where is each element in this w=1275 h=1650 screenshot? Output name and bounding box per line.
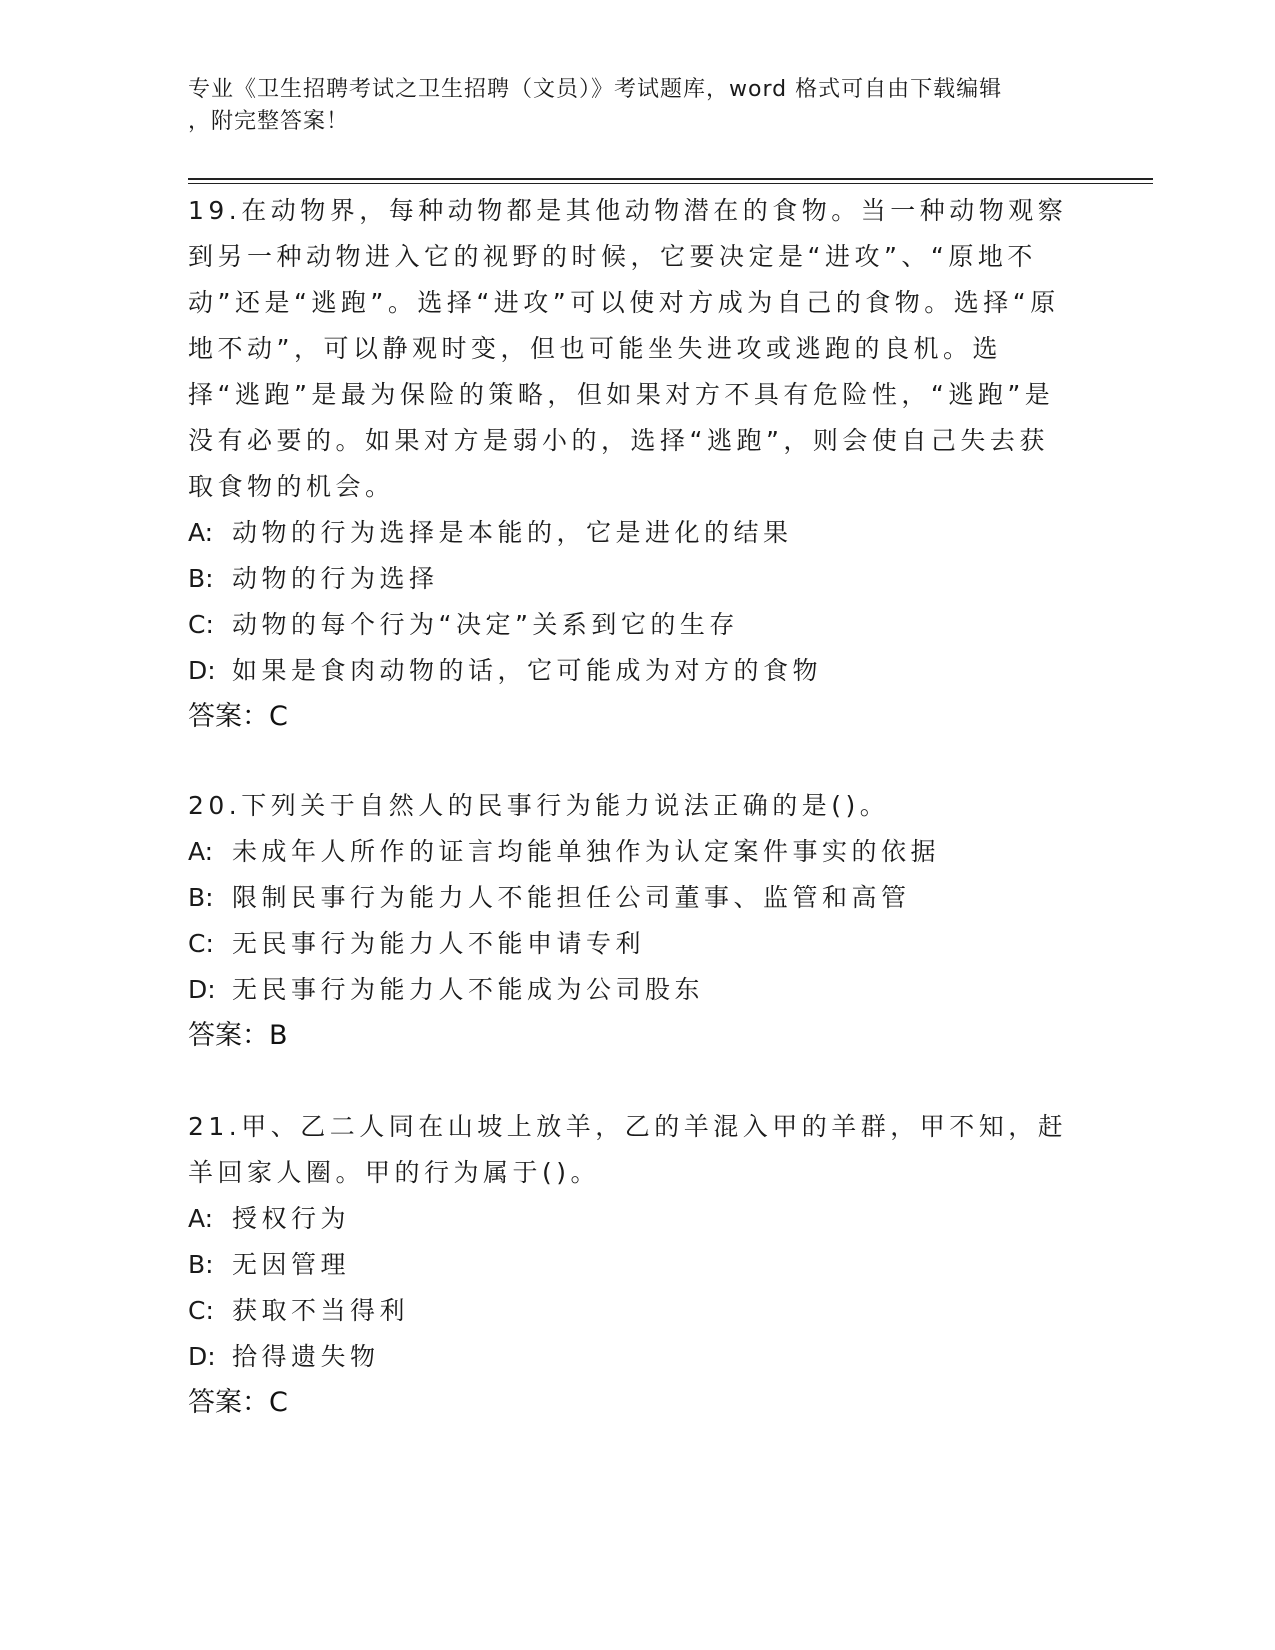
option-c	[188, 602, 1078, 648]
option-text: 获取不当得利	[232, 1296, 410, 1325]
option-d	[188, 648, 1078, 694]
option-letter: A:	[188, 837, 214, 866]
option-letter: D:	[188, 1342, 216, 1371]
question-text: 21.甲、乙二人同在山坡上放羊，乙的羊混入甲的羊群，甲不知，赶羊回家人圈。甲的行为属于()。	[188, 1112, 1068, 1187]
option-a	[188, 510, 1078, 556]
option-text: 无民事行为能力人不能成为公司股东	[232, 975, 705, 1004]
option-text: 拾得遗失物	[232, 1342, 380, 1371]
question-20	[188, 783, 1078, 1059]
option-letter: D:	[188, 656, 216, 685]
option-text: 动物的行为选择	[232, 564, 439, 593]
option-d	[188, 967, 1078, 1013]
option-letter: A:	[188, 1204, 214, 1233]
header-divider-thick	[188, 178, 1153, 180]
header-divider-thin	[188, 183, 1153, 184]
option-text: 如果是食肉动物的话，它可能成为对方的食物	[232, 656, 823, 685]
page-header	[188, 74, 1068, 138]
answer-line: 答案：C	[188, 1387, 288, 1418]
option-letter: A:	[188, 518, 214, 547]
answer-line: 答案：B	[188, 1020, 288, 1051]
option-letter: C:	[188, 1296, 214, 1325]
option-a	[188, 1196, 1078, 1242]
option-b	[188, 875, 1078, 921]
option-letter: C:	[188, 929, 214, 958]
option-letter: B:	[188, 1250, 214, 1279]
question-text: 19.在动物界，每种动物都是其他动物潜在的食物。当一种动物观察到另一种动物进入它的视野的时候，它要决定是“进攻”、“原地不动”还是“逃跑”。选择“进攻”可以使对方成为自己的食物。选择“原地不动”，可以静观时变，但也可能坐失进攻或逃跑的良机。选择“逃跑”是最为保险的策略，但如果对方不具有危险性，“逃跑”是没有必要的。如果对方是弱小的，选择“逃跑”，则会使自己失去获取食物的机会。	[188, 196, 1068, 501]
option-text: 无因管理	[232, 1250, 351, 1279]
option-text: 无民事行为能力人不能申请专利	[232, 929, 646, 958]
option-text: 未成年人所作的证言均能单独作为认定案件事实的依据	[232, 837, 941, 866]
question-text: 20.下列关于自然人的民事行为能力说法正确的是()。	[188, 791, 890, 820]
option-text: 动物的每个行为“决定”关系到它的生存	[232, 610, 739, 639]
option-letter: D:	[188, 975, 216, 1004]
option-text: 授权行为	[232, 1204, 351, 1233]
answer-line: 答案：C	[188, 701, 288, 732]
header-line-1: 专业《卫生招聘考试之卫生招聘（文员）》考试题库，word 格式可自由下载编辑	[188, 77, 1003, 102]
option-c	[188, 1288, 1078, 1334]
option-text: 动物的行为选择是本能的，它是进化的结果	[232, 518, 793, 547]
option-letter: C:	[188, 610, 214, 639]
option-b	[188, 556, 1078, 602]
option-d	[188, 1334, 1078, 1380]
question-21	[188, 1104, 1078, 1426]
option-letter: B:	[188, 883, 214, 912]
header-line-2: ，附完整答案！	[188, 109, 350, 134]
option-a	[188, 829, 1078, 875]
option-b	[188, 1242, 1078, 1288]
question-19	[188, 188, 1078, 740]
option-c	[188, 921, 1078, 967]
option-text: 限制民事行为能力人不能担任公司董事、监管和高管	[232, 883, 911, 912]
option-letter: B:	[188, 564, 214, 593]
